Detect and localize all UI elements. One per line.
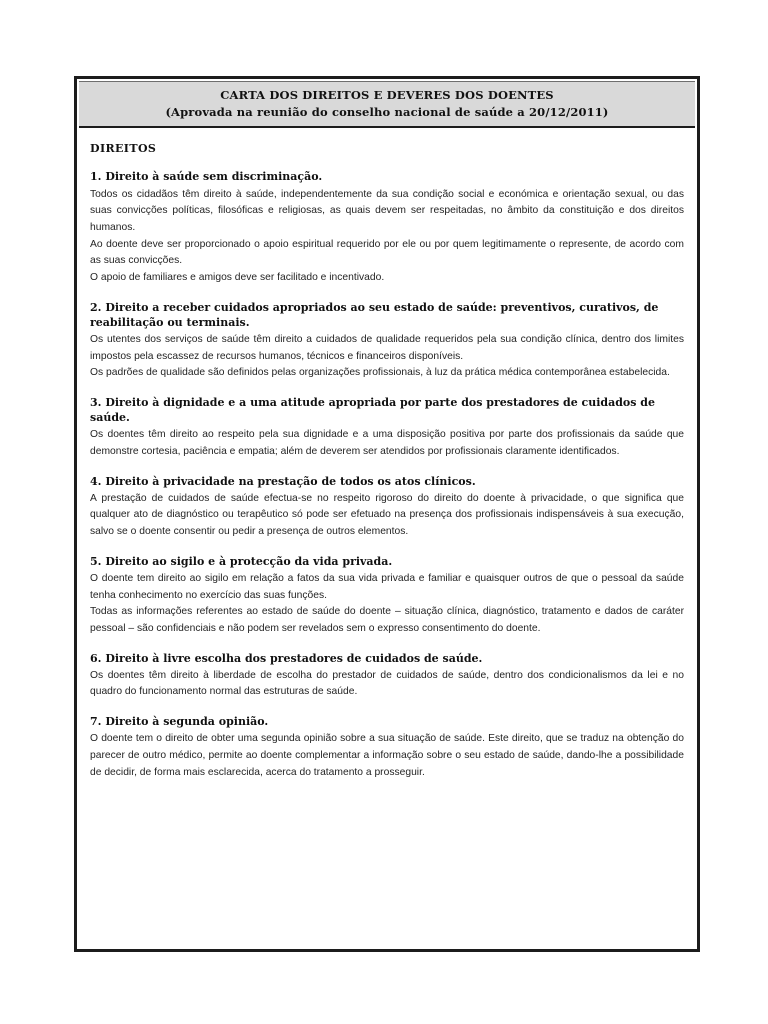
- right-paragraph: Os padrões de qualidade são definidos pelas organizações profissionais, à luz da prática médica contemporânea estabelecida.: [90, 367, 670, 379]
- right-paragraph: O doente tem direito ao sigilo em relação a fatos da sua vida privada e familiar e quaisquer outros de que o pessoal da saúde tenha conhecimento no exercício das suas funções.: [90, 572, 684, 601]
- document-title: CARTA DOS DIREITOS E DEVERES DOS DOENTES: [220, 88, 554, 102]
- right-paragraph: A prestação de cuidados de saúde efectua-se no respeito rigoroso do direito do doente à privacidade, o que significa que qualquer ato de diagnóstico ou terapêutico só pode ser efetuado na presença dos profissionais indispensáveis à sua execução, salvo se o doente consentir ou pedir a presença de outros elementos.: [90, 492, 684, 538]
- right-paragraph: Todas as informações referentes ao estado de saúde do doente – situação clínica, diagnóstico, tratamento e dados de caráter pessoal – são confidenciais e não podem ser revelados sem o expresso consentimento do doente.: [90, 606, 684, 634]
- right-heading: 7. Direito à segunda opinião.: [90, 715, 269, 729]
- right-item: [90, 474, 684, 541]
- document-title-band: [79, 81, 695, 128]
- right-item: [90, 395, 684, 461]
- right-item: [90, 651, 684, 702]
- right-paragraph: Ao doente deve ser proporcionado o apoio espiritual requerido por ele ou por quem legitimamente o represente, de acordo com as suas convicções.: [90, 238, 684, 267]
- right-paragraph: Os doentes têm direito à liberdade de escolha do prestador de cuidados de saúde, dentro dos condicionalismos da lei e no quadro do funcionamento normal das estruturas de saúde.: [90, 669, 684, 698]
- right-paragraph: O doente tem o direito de obter uma segunda opinião sobre a sua situação de saúde. Este direito, que se traduz na obtenção do parecer de outro médico, permite ao doente complementar a informação sobre o seu estado de saúde, dando-lhe a possibilidade de decidir, de forma mais esclarecida, acerca do tratamento a prosseguir.: [90, 733, 684, 778]
- right-paragraph: O apoio de familiares e amigos deve ser facilitado e incentivado.: [90, 271, 385, 283]
- right-heading: 5. Direito ao sigilo e à protecção da vida privada.: [90, 554, 393, 568]
- right-item: [90, 714, 684, 781]
- right-heading: 6. Direito à livre escolha dos prestadores de cuidados de saúde.: [90, 651, 483, 665]
- rights-list: [90, 169, 684, 781]
- document-frame: [74, 76, 700, 952]
- right-item: [90, 554, 684, 638]
- document-subtitle: (Aprovada na reunião do conselho nacional de saúde a 20/12/2011): [165, 104, 609, 119]
- right-heading: 1. Direito à saúde sem discriminação.: [90, 170, 323, 184]
- document-body: [77, 128, 697, 791]
- right-heading: 4. Direito à privacidade na prestação de todos os atos clínicos.: [90, 474, 476, 488]
- right-item: [90, 169, 684, 286]
- section-heading-direitos: DIREITOS: [90, 142, 157, 156]
- right-paragraph: Todos os cidadãos têm direito à saúde, independentemente da sua condição social e económica e orientação sexual, ou das suas convicções políticas, filosóficas e religiosas, as quais devem ser respeitadas, no âmbito da constituição e dos direitos humanos.: [90, 188, 684, 233]
- right-paragraph: Os utentes dos serviços de saúde têm direito a cuidados de qualidade requeridos pela sua condição clínica, dentro dos limites impostos pela escassez de recursos humanos, técnicos e financeiros disponíveis.: [90, 333, 684, 362]
- right-heading: 3. Direito à dignidade e a uma atitude apropriada por parte dos prestadores de cuidados de saúde.: [90, 395, 655, 425]
- right-heading: 2. Direito a receber cuidados apropriados ao seu estado de saúde: preventivos, curativos, de reabilitação ou terminais.: [90, 300, 659, 329]
- right-paragraph: Os doentes têm direito ao respeito pela sua dignidade e a uma disposição positiva por parte dos profissionais da saúde que demonstre cortesia, paciência e empatia; além de deverem ser atendidos por profissionais claramente identificados.: [90, 429, 684, 457]
- right-item: [90, 300, 684, 382]
